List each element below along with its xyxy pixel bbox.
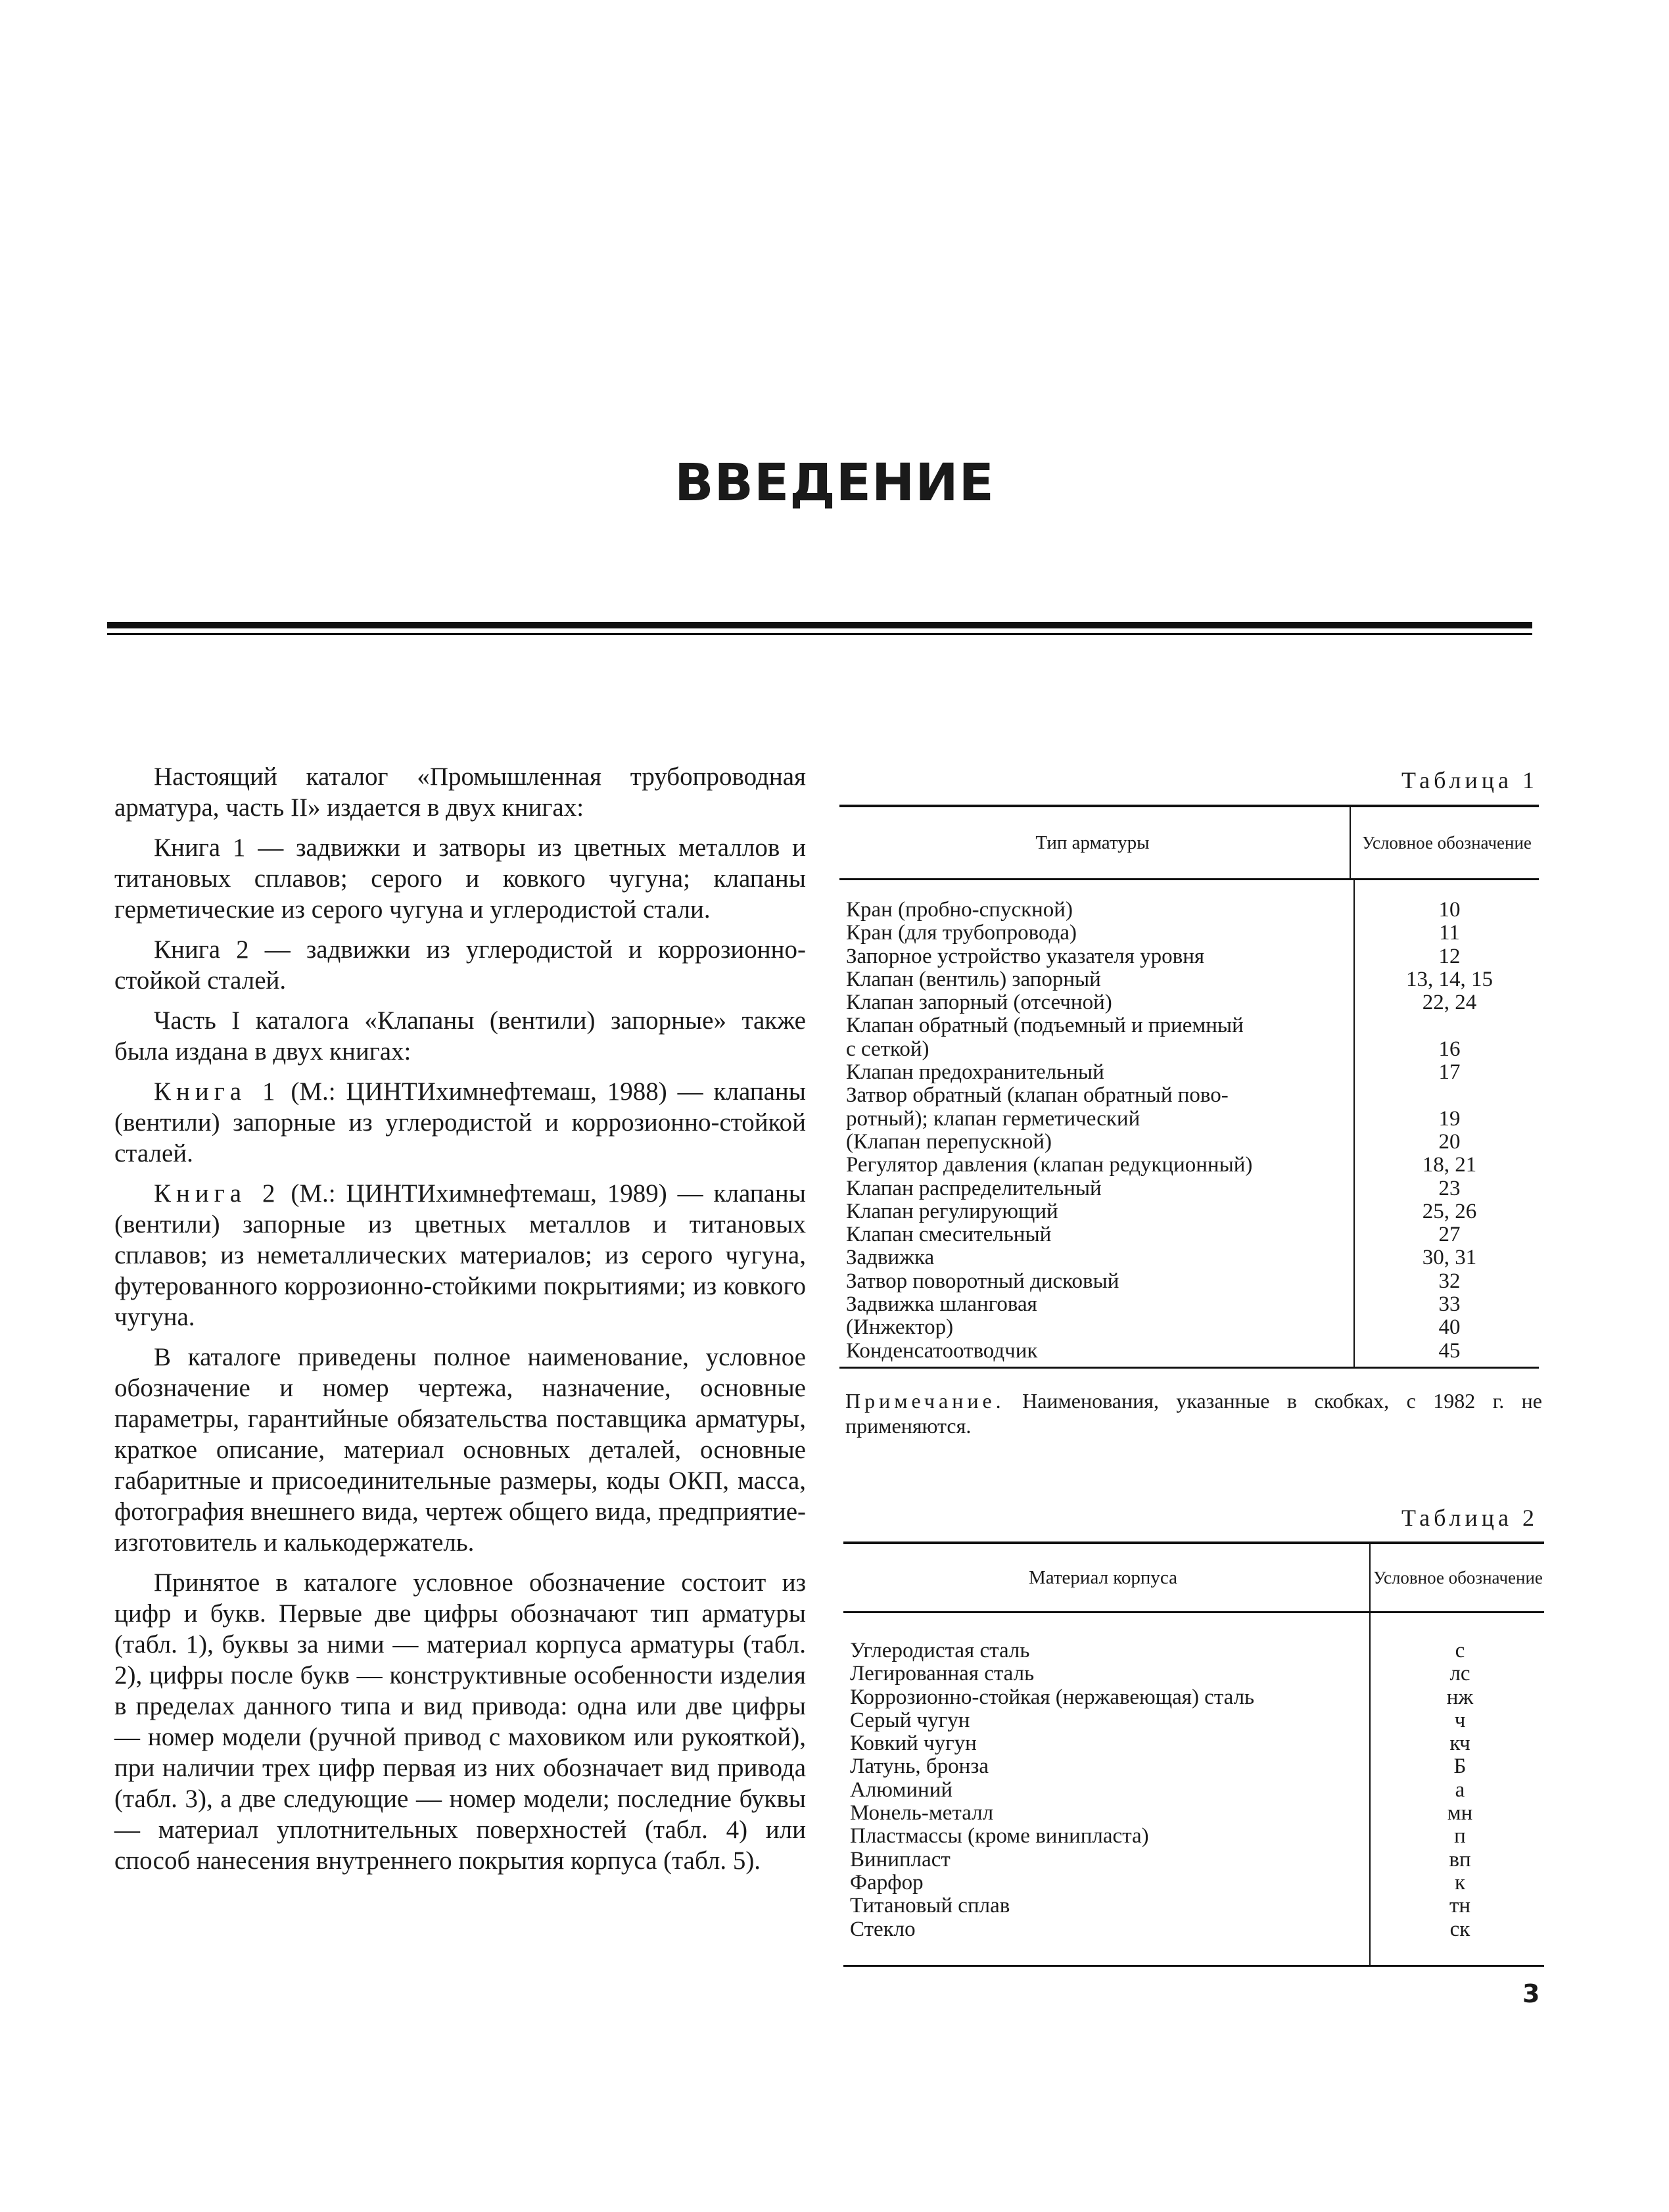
row-name: Задвижка — [846, 1246, 935, 1270]
table-row — [843, 1802, 1544, 1825]
row-code: 19 — [1438, 1106, 1461, 1131]
row-name: Затвор обратный (клапан обратный пово- — [846, 1083, 1229, 1108]
table-row — [839, 922, 1539, 945]
row-code: 40 — [1438, 1315, 1461, 1340]
table1 — [839, 805, 1539, 1369]
table-row — [839, 1084, 1539, 1107]
intro-paragraph — [114, 1076, 806, 1169]
row-name: Клапан запорный (отсечной) — [846, 991, 1112, 1015]
row-code: 18, 21 — [1422, 1153, 1477, 1177]
table-row — [839, 1038, 1539, 1061]
table-row — [843, 1639, 1544, 1662]
book-label: Книга 2 — [154, 1179, 281, 1208]
intro-text — [114, 761, 806, 1885]
row-name: Легированная сталь — [850, 1662, 1035, 1686]
table-row — [839, 1246, 1539, 1269]
table1-note — [845, 1388, 1542, 1438]
row-code: 27 — [1438, 1223, 1461, 1247]
row-name: Запорное устройство указателя уровня — [846, 944, 1205, 968]
table-row — [843, 1732, 1544, 1755]
row-name: Серый чугун — [850, 1708, 970, 1732]
table1-header — [839, 805, 1539, 880]
row-name: Титановый сплав — [850, 1894, 1010, 1918]
row-name: (Инжектор) — [846, 1315, 954, 1340]
table2-bottom-rule — [843, 1965, 1544, 1967]
title-rule-thin — [107, 633, 1532, 635]
table-row — [839, 945, 1539, 968]
row-name: Монель-металл — [850, 1801, 994, 1825]
table1-body — [839, 880, 1539, 1367]
row-code: вп — [1449, 1847, 1471, 1871]
book-description: (М.: ЦИНТИхимнефтемаш, 1989) — клапаны (вентили) запорные из цветных металлов и титановых сплавов; из неметаллических материалов; из серого чугуна, футерованного коррозионно-стойкими покрытиями; из ковкого чугуна. — [114, 1179, 807, 1331]
row-name: Углеродистая сталь — [850, 1639, 1030, 1662]
row-name: Коррозионно-стойкая (нержавеющая) сталь — [850, 1685, 1255, 1709]
row-name: Винипласт — [850, 1847, 951, 1871]
table-row — [839, 1270, 1539, 1293]
row-name: Ковкий чугун — [850, 1731, 977, 1756]
row-name: Затвор поворотный дисковый — [846, 1269, 1119, 1293]
table-row — [839, 1131, 1539, 1154]
row-code: ч — [1454, 1708, 1466, 1732]
row-name: Стекло — [850, 1917, 916, 1941]
table-row — [843, 1918, 1544, 1941]
table-row — [839, 1293, 1539, 1316]
row-code: мн — [1447, 1801, 1473, 1825]
table-row — [843, 1662, 1544, 1685]
row-code: 25, 26 — [1422, 1199, 1477, 1223]
row-name: Алюминий — [850, 1777, 953, 1802]
intro-paragraph: Настоящий каталог «Промышленная трубопроводная арматура, часть II» издается в двух книгах: — [114, 763, 806, 822]
row-name: Клапан смесительный — [846, 1223, 1052, 1247]
intro-paragraph: В каталоге приведены полное наименование, условное обозначение и номер чертежа, назначение, основные параметры, гарантийные обязательства поставщика арматуры, краткое описание, материал основных деталей, основные габаритные и присоединительные размеры, коды ОКП, масса, фотография внешнего вида, чертеж общего вида, предприятие-изготовитель и калькодержатель. — [114, 1343, 806, 1557]
table2-caption: Таблица 2 — [1401, 1505, 1538, 1531]
row-name: Клапан распределительный — [846, 1176, 1102, 1200]
row-name: Клапан обратный (подъемный и приемный — [846, 1014, 1244, 1038]
row-name: с сеткой) — [846, 1037, 929, 1061]
table1-caption: Таблица 1 — [1401, 767, 1538, 793]
table-row — [843, 1894, 1544, 1918]
note-label: Примечание. — [845, 1389, 1005, 1413]
book-label: Книга 1 — [154, 1077, 281, 1106]
table1-col1-header: Тип арматуры — [1035, 832, 1150, 853]
row-code — [1360, 1014, 1539, 1037]
row-code: п — [1454, 1824, 1466, 1848]
row-name: Клапан регулирующий — [846, 1199, 1058, 1223]
row-code: 13, 14, 15 — [1406, 967, 1493, 991]
row-code: 16 — [1438, 1037, 1461, 1061]
row-code: 10 — [1438, 898, 1461, 922]
table-row — [839, 1316, 1539, 1339]
row-code: 22, 24 — [1422, 991, 1477, 1015]
intro-paragraph: Книга 2 — задвижки из углеродистой и коррозионно-стойкой сталей. — [114, 935, 806, 995]
table-row — [843, 1825, 1544, 1848]
row-code: кч — [1449, 1731, 1470, 1756]
row-code: а — [1455, 1777, 1465, 1802]
row-code: лс — [1449, 1662, 1470, 1686]
row-name: Латунь, бронза — [850, 1754, 989, 1779]
table-row — [843, 1871, 1544, 1894]
row-code: Б — [1453, 1754, 1467, 1779]
table-row — [839, 991, 1539, 1014]
table2-col2-header: Условное обозначение — [1373, 1567, 1543, 1588]
table1-bottom-rule — [839, 1367, 1539, 1369]
row-code: 12 — [1438, 944, 1461, 968]
row-name: ротный); клапан герметический — [846, 1106, 1140, 1131]
table-row — [843, 1779, 1544, 1802]
row-code: 17 — [1438, 1060, 1461, 1085]
table2 — [843, 1541, 1544, 1967]
table-row — [839, 968, 1539, 991]
row-code: 45 — [1438, 1338, 1461, 1363]
table-row — [843, 1709, 1544, 1732]
row-code: ск — [1449, 1917, 1470, 1941]
table2-col1-header: Материал корпуса — [1028, 1566, 1178, 1588]
table1-col2-header: Условное обозначение — [1362, 832, 1532, 853]
intro-paragraph — [114, 1178, 806, 1332]
row-name: Кран (пробно-спускной) — [846, 898, 1073, 922]
note-text: Наименования, указанные в скобках, с 1982 г. не применяются. — [845, 1389, 1542, 1438]
table-row — [839, 1014, 1539, 1037]
intro-paragraph: Принятое в каталоге условное обозначение состоит из цифр и букв. Первые две цифры обозначают тип арматуры (табл. 1), буквы за ними — материал корпуса арматуры (табл. 2), цифры после букв — конструктивные особенности изделия в пределах данного типа и вид привода: одна или две цифры — номер модели (ручной привод с маховиком или рукояткой), при наличии трех цифр первая из них обозначает вид привода (табл. 3), а две следующие — номер модели; последние буквы — материал уплотнительных поверхностей (табл. 4) или способ нанесения внутреннего покрытия корпуса (табл. 5). — [114, 1568, 806, 1875]
table-row — [839, 1223, 1539, 1246]
table-row — [839, 1108, 1539, 1131]
page-title: ВВЕДЕНИЕ — [674, 454, 995, 513]
table-row — [839, 1154, 1539, 1177]
table1-body-divider — [1353, 880, 1355, 1367]
row-code: 33 — [1438, 1292, 1461, 1317]
table2-body-divider — [1369, 1613, 1371, 1965]
table-row — [839, 1340, 1539, 1363]
row-code: 23 — [1438, 1176, 1461, 1200]
row-code: 20 — [1438, 1129, 1461, 1154]
row-code — [1360, 1084, 1539, 1107]
table-row — [843, 1686, 1544, 1709]
row-name: Задвижка шланговая — [846, 1292, 1037, 1317]
book-description: (М.: ЦИНТИхимнефтемаш, 1988) — клапаны (вентили) запорные из углеродистой и коррозионно-стойкой сталей. — [114, 1077, 807, 1167]
row-name: Клапан (вентиль) запорный — [846, 967, 1101, 991]
row-name: Регулятор давления (клапан редукционный) — [846, 1153, 1253, 1177]
row-code: к — [1454, 1870, 1466, 1894]
intro-paragraph: Часть I каталога «Клапаны (вентили) запорные» также была издана в двух книгах: — [114, 1006, 806, 1066]
table2-body — [843, 1613, 1544, 1965]
row-name: Пластмассы (кроме винипласта) — [850, 1824, 1149, 1848]
title-rule-thick — [107, 622, 1532, 628]
row-name: Фарфор — [850, 1870, 924, 1894]
row-name: Кран (для трубопровода) — [846, 921, 1077, 945]
row-code: нж — [1446, 1685, 1474, 1709]
table-row — [843, 1848, 1544, 1871]
table-row — [839, 1200, 1539, 1223]
table-row — [843, 1755, 1544, 1778]
row-code: с — [1455, 1639, 1465, 1662]
row-name: Конденсатоотводчик — [846, 1338, 1038, 1363]
table1-header-divider — [1350, 807, 1351, 878]
table-row — [839, 1061, 1539, 1084]
row-code: 11 — [1439, 921, 1460, 945]
row-code: тн — [1449, 1894, 1471, 1918]
intro-paragraph: Книга 1 — задвижки и затворы из цветных металлов и титановых сплавов; серого и ковкого чугуна; клапаны герметические из серого чугуна и углеродистой стали. — [114, 834, 806, 924]
table2-header — [843, 1541, 1544, 1613]
row-code: 32 — [1438, 1269, 1461, 1293]
row-name: (Клапан перепускной) — [846, 1129, 1052, 1154]
table-row — [839, 1177, 1539, 1200]
page-number: 3 — [1522, 1979, 1540, 2008]
row-code: 30, 31 — [1422, 1246, 1477, 1270]
table2-header-divider — [1369, 1544, 1371, 1611]
table-row — [839, 899, 1539, 922]
row-name: Клапан предохранительный — [846, 1060, 1104, 1085]
